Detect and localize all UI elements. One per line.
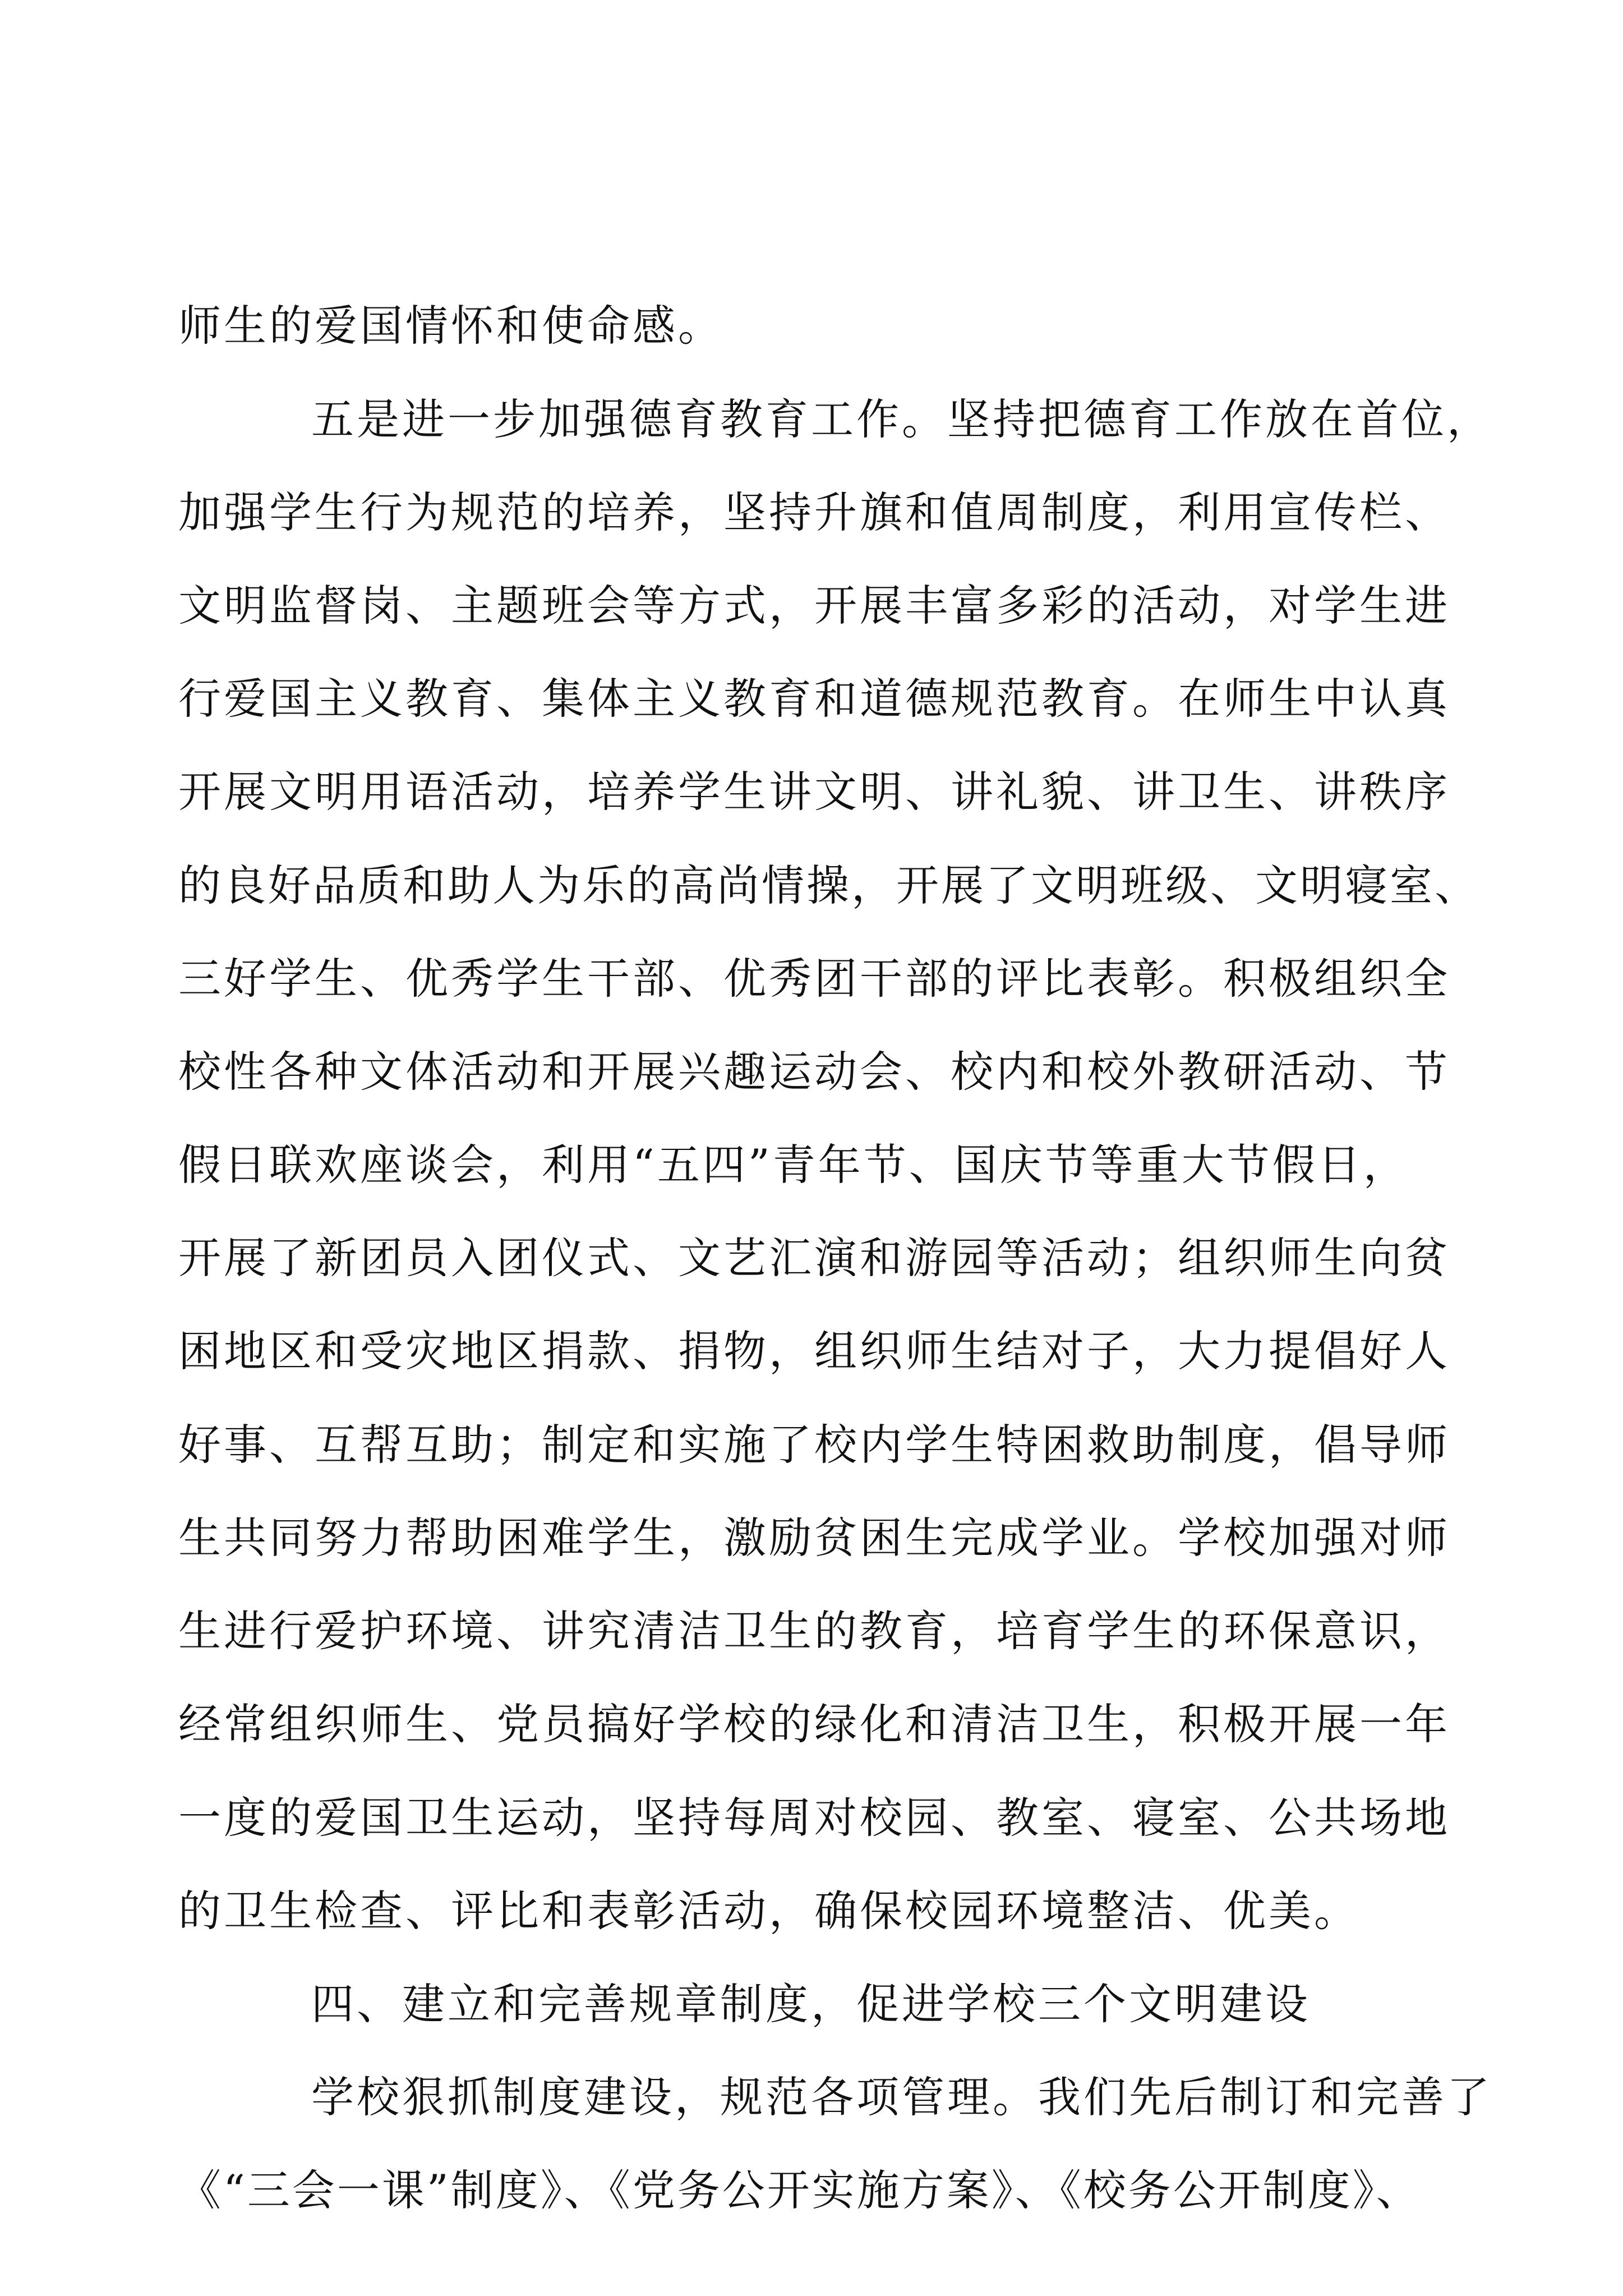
text-line: 经常组织师生、党员搞好学校的绿化和清洁卫生，积极开展一年 [178,1699,1450,1749]
text-line: 开展了新团员入团仪式、文艺汇演和游园等活动；组织师生向贫 [178,1233,1450,1283]
text-line: 好事、互帮互助；制定和实施了校内学生特困救助制度，倡导师 [178,1420,1450,1470]
text-line: 三好学生、优秀学生干部、优秀团干部的评比表彰。积极组织全 [178,954,1450,1004]
text-line: 的良好品质和助人为乐的高尚情操，开展了文明班级、文明寝室、 [178,861,1479,910]
text-line: 生共同努力帮助困难学生，激励贫困生完成学业。学校加强对师 [178,1513,1450,1563]
text-line: 的卫生检查、评比和表彰活动，确保校园环境整洁、优美。 [178,1886,1359,1936]
text-line: 行爱国主义教育、集体主义教育和道德规范教育。在师生中认真 [178,674,1450,724]
text-line: 加强学生行为规范的培养，坚持升旗和值周制度，利用宣传栏、 [178,487,1450,537]
text-line: 生进行爱护环境、讲究清洁卫生的教育，培育学生的环保意识， [178,1606,1450,1656]
paragraph-start-line: 学校狠抓制度建设，规范各项管理。我们先后制订和完善了 [311,2072,1492,2122]
text-line: 校性各种文体活动和开展兴趣运动会、校内和校外教研活动、节 [178,1047,1450,1097]
text-line: 师生的爱国情怀和使命感。 [178,301,723,351]
text-line: 一度的爱国卫生运动，坚持每周对校园、教室、寝室、公共场地 [178,1793,1450,1843]
text-line: 开展文明用语活动，培养学生讲文明、讲礼貌、讲卫生、讲秩序 [178,767,1450,817]
text-line: 文明监督岗、主题班会等方式，开展丰富多彩的活动，对学生进 [178,581,1450,631]
text-line: 假日联欢座谈会，利用“五四”青年节、国庆节等重大节假日， [178,1140,1409,1190]
text-line: 困地区和受灾地区捐款、捐物，组织师生结对子，大力提倡好人 [178,1326,1450,1376]
section-heading: 四、建立和完善规章制度，促进学校三个文明建设 [311,1979,1311,2029]
text-line: 《“三会一课”制度》、《党务公开实施方案》、《校务公开制度》、 [178,2165,1421,2215]
paragraph-start-line: 五是进一步加强德育教育工作。坚持把德育工作放在首位， [311,394,1492,444]
